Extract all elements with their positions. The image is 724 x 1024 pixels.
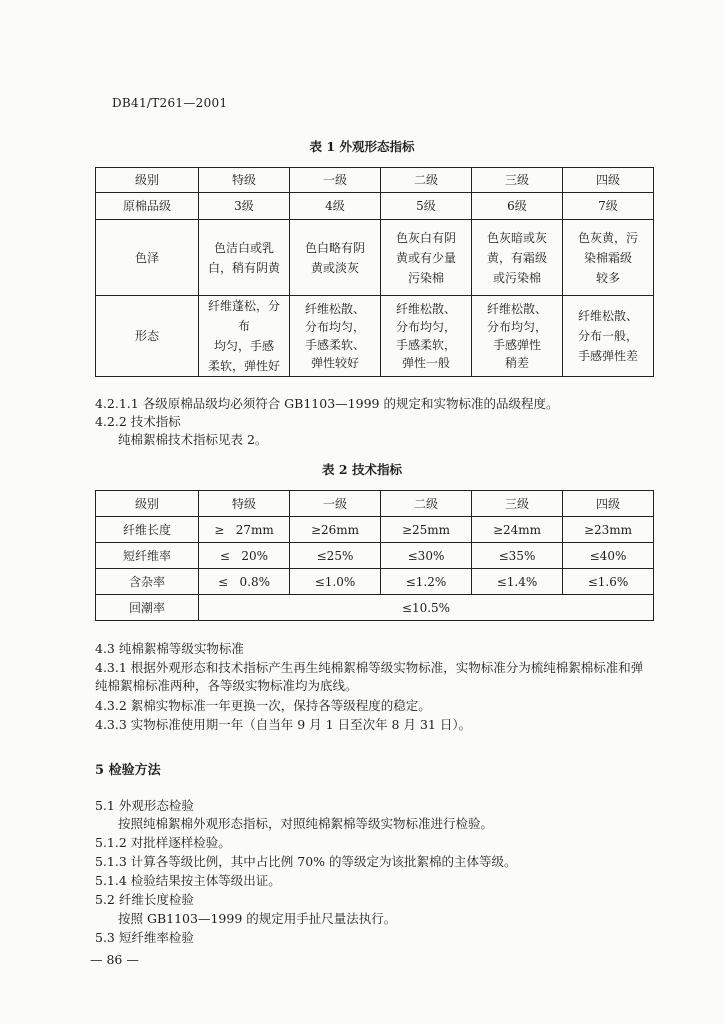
row-label: 回潮率 [96, 595, 199, 621]
table-row [96, 517, 654, 543]
cell-line: 分布均匀， [395, 320, 456, 334]
clause-5-2-heading: 5.2 纤维长度检验 [95, 892, 194, 907]
table1-header-cell: 三级 [472, 168, 563, 193]
cell-line: 分布均匀， [304, 320, 365, 334]
table2-header-cell: 三级 [472, 491, 563, 517]
table-cell: ≤30% [381, 543, 472, 569]
table1-header-cell: 四级 [563, 168, 654, 193]
row-label: 原棉品级 [96, 193, 199, 220]
table2-header-cell: 一级 [290, 491, 381, 517]
cell-line: 手感弹性 [492, 338, 541, 352]
table1-header-cell: 级别 [96, 168, 199, 193]
table-cell: ≤1.4% [472, 569, 563, 595]
cell-line: 弹性较好 [310, 356, 359, 370]
page-number: — 86 — [90, 952, 139, 967]
table-cell-merged: ≤10.5% [199, 595, 654, 621]
table-cell: ≤25% [290, 543, 381, 569]
clause-4-2-2-text: 纯棉絮棉技术指标见表 2。 [118, 432, 268, 447]
clause-4-3-3: 4.3.3 实物标准使用期一年（自当年 9 月 1 日至次年 8 月 31 日）。 [95, 717, 472, 732]
cell-line: 稍差 [504, 356, 529, 370]
table-cell [381, 220, 472, 296]
table-row [96, 543, 654, 569]
cell-line: 纤维松散、 [577, 309, 638, 323]
row-label: 含杂率 [96, 569, 199, 595]
table-cell [472, 296, 563, 377]
cell-line: 色白略有阴 [304, 240, 365, 255]
cell-line: 较多 [595, 270, 620, 285]
clause-4-2-2-heading: 4.2.2 技术指标 [95, 414, 181, 429]
table2-title: 表 2 技术指标 [322, 462, 402, 477]
table-cell: ≥ 27mm [199, 517, 290, 543]
cell-line: 黄或有少量 [395, 250, 456, 265]
table-cell: ≥25mm [381, 517, 472, 543]
row-label: 短纤维率 [96, 543, 199, 569]
cell-line: 纤维松散、 [304, 302, 365, 316]
cell-line: 均匀，手感 [213, 339, 274, 353]
table-cell: ≤35% [472, 543, 563, 569]
table-cell [563, 220, 654, 296]
cell-line: 黄或淡灰 [310, 260, 359, 275]
table2-header-row [96, 491, 654, 517]
cell-line: 色灰黄，污 [577, 230, 638, 245]
cell-line: 纤维蓬松，分布 [207, 299, 280, 333]
cell-line: 污染棉 [407, 270, 444, 285]
table2-header-cell: 四级 [563, 491, 654, 517]
table-cell [199, 296, 290, 377]
row-label: 色泽 [96, 220, 199, 296]
table1-header-cell: 二级 [381, 168, 472, 193]
cell-line: 纤维松散、 [395, 302, 456, 316]
table-cell: ≥24mm [472, 517, 563, 543]
clause-5-1-heading: 5.1 外观形态检验 [95, 798, 194, 813]
cell-line: 手感弹性差 [577, 349, 638, 363]
table2-header-cell: 二级 [381, 491, 472, 517]
clause-4-3-1-line1: 4.3.1 根据外观形态和技术指标产生再生纯棉絮棉等级实物标准，实物标准分为梳纯棉絮棉标准和弹 [95, 660, 644, 675]
cell-line: 染棉霜级 [583, 250, 632, 265]
table-cell [290, 296, 381, 377]
table-cell: ≤ 0.8% [199, 569, 290, 595]
clause-4-2-1-1: 4.2.1.1 各级原棉品级均必须符合 GB1103—1999 的规定和实物标准的品级程度。 [95, 396, 559, 411]
table-cell: ≤1.0% [290, 569, 381, 595]
table-cell: ≥23mm [563, 517, 654, 543]
table-row [96, 193, 654, 220]
clause-4-3-1-line2: 纯棉絮棉标准两种，各等级实物标准均为底线。 [95, 678, 358, 693]
row-label: 纤维长度 [96, 517, 199, 543]
table-row [96, 595, 654, 621]
clause-5-1-2: 5.1.2 对批样逐样检验。 [95, 835, 231, 850]
table2-header-cell: 特级 [199, 491, 290, 517]
cell-line: 分布均匀， [486, 320, 547, 334]
table-cell: 4级 [290, 193, 381, 220]
table1-header-cell: 特级 [199, 168, 290, 193]
clause-5-1-4: 5.1.4 检验结果按主体等级出证。 [95, 873, 281, 888]
cell-line: 黄，有霜级 [486, 250, 547, 265]
table2-header-cell: 级别 [96, 491, 199, 517]
cell-line: 分布一般， [577, 329, 638, 343]
cell-line: 柔软，弹性好 [207, 359, 280, 373]
table-cell [381, 296, 472, 377]
document-code: DB41/T261—2001 [112, 96, 228, 110]
table-cell: ≤1.2% [381, 569, 472, 595]
clause-5-2-text: 按照 GB1103—1999 的规定用手扯尺量法执行。 [118, 911, 397, 926]
table-cell: 5级 [381, 193, 472, 220]
table-cell: ≤40% [563, 543, 654, 569]
table-cell [290, 220, 381, 296]
cell-line: 色灰白有阴 [395, 230, 456, 245]
table1-header-cell: 一级 [290, 168, 381, 193]
cell-line: 色灰暗或灰 [486, 230, 547, 245]
cell-line: 白，稍有阴黄 [207, 260, 280, 275]
table1 [95, 167, 654, 377]
table-cell: ≥26mm [290, 517, 381, 543]
cell-line: 纤维松散、 [486, 302, 547, 316]
table-cell [563, 296, 654, 377]
clause-5-1-3: 5.1.3 计算各等级比例，其中占比例 70% 的等级定为该批絮棉的主体等级。 [95, 854, 517, 869]
table-row [96, 220, 654, 296]
table1-title: 表 1 外观形态指标 [309, 139, 415, 154]
table1-header-row [96, 168, 654, 193]
table-cell: 6级 [472, 193, 563, 220]
table-row [96, 296, 654, 377]
cell-line: 手感柔软， [395, 338, 456, 352]
cell-line: 色洁白或乳 [213, 240, 274, 255]
row-label: 形态 [96, 296, 199, 377]
cell-line: 手感柔软、 [304, 338, 365, 352]
cell-line: 弹性一般 [401, 356, 450, 370]
table-cell: 3级 [199, 193, 290, 220]
table-cell: ≤1.6% [563, 569, 654, 595]
section-5-title: 5 检验方法 [95, 763, 161, 778]
clause-5-1-text: 按照纯棉絮棉外观形态指标，对照纯棉絮棉等级实物标准进行检验。 [118, 816, 494, 831]
table-row [96, 569, 654, 595]
clause-4-3-2: 4.3.2 絮棉实物标准一年更换一次，保持各等级程度的稳定。 [95, 698, 431, 713]
table-cell: ≤ 20% [199, 543, 290, 569]
table-cell [472, 220, 563, 296]
clause-5-3-heading: 5.3 短纤维率检验 [95, 930, 194, 945]
table2 [95, 490, 654, 621]
clause-4-3-heading: 4.3 纯棉絮棉等级实物标准 [95, 641, 244, 656]
cell-line: 或污染棉 [492, 270, 541, 285]
table-cell: 7级 [563, 193, 654, 220]
table-cell [199, 220, 290, 296]
